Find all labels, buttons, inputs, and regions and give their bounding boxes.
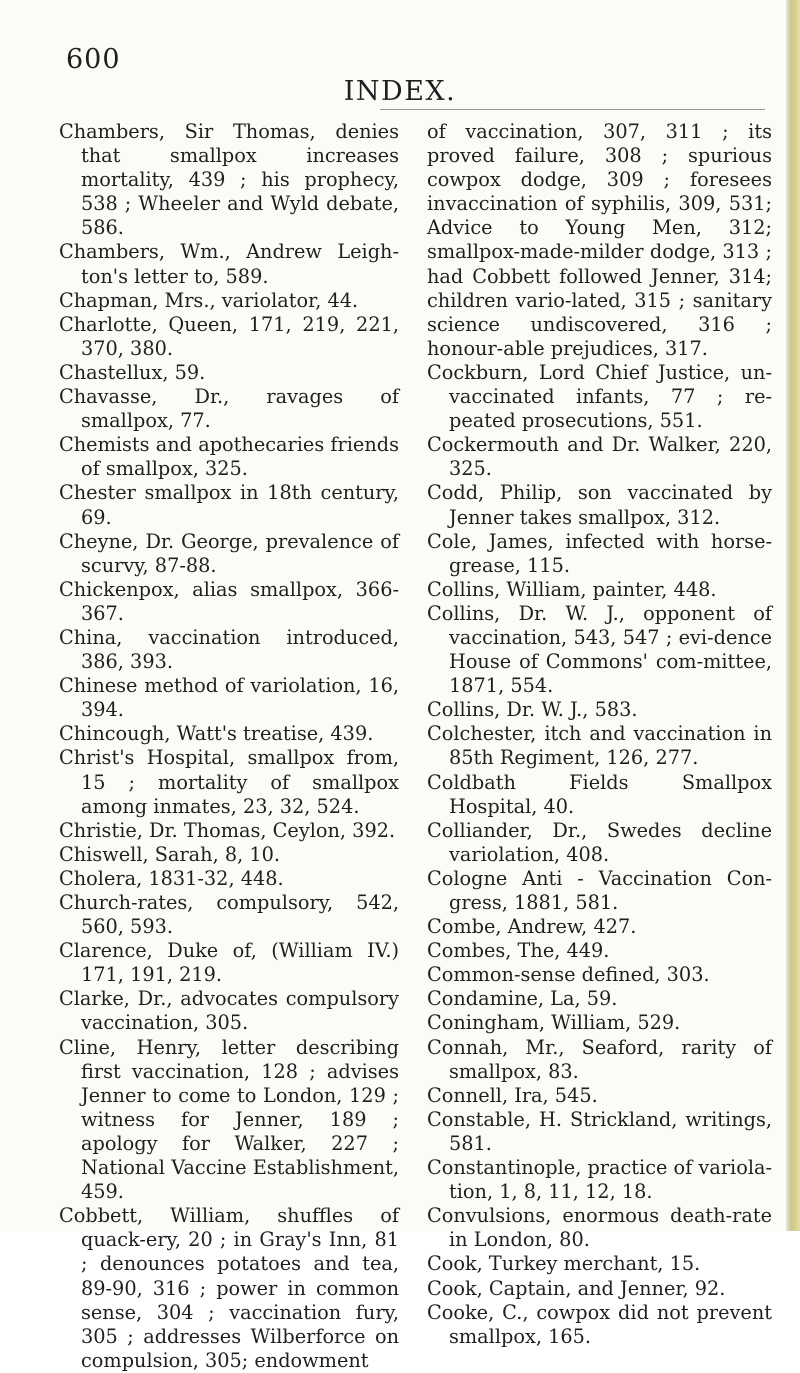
index-entry: Cook, Captain, and Jenner, 92. bbox=[427, 1276, 726, 1300]
index-entry: Collins, Dr. W. J., opponent of vaccination, 543, 547 ; evi-dence House of Commons' com-mittee, 1871, 554. bbox=[427, 601, 772, 698]
index-entry: Chincough, Watt's treatise, 439. bbox=[59, 722, 374, 746]
index-entry: Cholera, 1831-32, 448. bbox=[59, 866, 284, 890]
index-column-left bbox=[59, 120, 399, 1373]
index-column-right bbox=[427, 120, 772, 1349]
index-entry: Chastellux, 59. bbox=[59, 360, 206, 384]
index-entry: Condamine, La, 59. bbox=[427, 987, 618, 1011]
index-entry: Chester smallpox in 18th century, 69. bbox=[59, 481, 399, 529]
index-entry: Charlotte, Queen, 171, 219, 221, 370, 380. bbox=[59, 312, 399, 360]
index-entry: Constable, H. Strickland, writings, 581. bbox=[427, 1107, 772, 1155]
header-rule bbox=[380, 109, 765, 110]
index-entry: Cole, James, infected with horse-grease, 115. bbox=[427, 529, 772, 577]
index-entry: Chiswell, Sarah, 8, 10. bbox=[59, 842, 281, 866]
index-entry: Chavasse, Dr., ravages of smallpox, 77. bbox=[59, 385, 399, 433]
index-entry: Chinese method of variolation, 16, 394. bbox=[59, 674, 399, 722]
index-entry: Cologne Anti - Vaccination Con-gress, 1881, 581. bbox=[427, 866, 772, 914]
index-entry: Cook, Turkey merchant, 15. bbox=[427, 1252, 701, 1276]
index-entry: Convulsions, enormous death-rate in London, 80. bbox=[427, 1204, 772, 1252]
index-entry: Cheyne, Dr. George, prevalence of scurvy, 87-88. bbox=[59, 529, 399, 577]
index-entry: Constantinople, practice of variola-tion, 1, 8, 11, 12, 18. bbox=[427, 1156, 772, 1204]
index-entry: Colliander, Dr., Swedes decline variolation, 408. bbox=[427, 818, 772, 866]
index-entry: Connah, Mr., Seaford, rarity of smallpox, 83. bbox=[427, 1035, 772, 1083]
index-entry: Christ's Hospital, smallpox from, 15 ; mortality of smallpox among inmates, 23, 32, 524. bbox=[59, 746, 399, 818]
index-entry: Christie, Dr. Thomas, Ceylon, 392. bbox=[59, 818, 396, 842]
index-entry: Cooke, C., cowpox did not prevent smallpox, 165. bbox=[427, 1300, 772, 1348]
running-head: INDEX. bbox=[343, 76, 457, 107]
index-entry: Clarence, Duke of, (William IV.) 171, 191, 219. bbox=[59, 939, 399, 987]
page-number: 600 bbox=[66, 44, 121, 75]
index-entry: Connell, Ira, 545. bbox=[427, 1083, 598, 1107]
index-entry: Chapman, Mrs., variolator, 44. bbox=[59, 288, 359, 312]
index-entry: Combes, The, 449. bbox=[427, 939, 610, 963]
page-edge bbox=[786, 0, 800, 1231]
index-entry: Codd, Philip, son vaccinated by Jenner takes smallpox, 312. bbox=[427, 481, 772, 529]
index-entry: Clarke, Dr., advocates compulsory vaccination, 305. bbox=[59, 987, 399, 1035]
index-entry: Combe, Andrew, 427. bbox=[427, 915, 637, 939]
index-entry: Cline, Henry, letter describing first vaccination, 128 ; advises Jenner to come to London, 129 ; witness for Jenner, 189 ; apology for Walker, 227 ; National Vaccine Establishment, 459. bbox=[59, 1035, 399, 1204]
index-entry: Cockburn, Lord Chief Justice, un-vaccinated infants, 77 ; re-peated prosecutions, 551. bbox=[427, 360, 772, 433]
index-entry: Common-sense defined, 303. bbox=[427, 963, 710, 987]
index-entry: Chickenpox, alias smallpox, 366-367. bbox=[59, 577, 399, 625]
index-entry: Collins, Dr. W. J., 583. bbox=[427, 698, 638, 722]
index-entry: Coningham, William, 529. bbox=[427, 1011, 681, 1035]
index-entry: Cockermouth and Dr. Walker, 220, 325. bbox=[427, 433, 772, 481]
index-entry: Chambers, Wm., Andrew Leigh-ton's letter to, 589. bbox=[59, 240, 399, 288]
index-entry: Church-rates, compulsory, 542, 560, 593. bbox=[59, 891, 399, 939]
index-entry: China, vaccination introduced, 386, 393. bbox=[59, 625, 399, 674]
index-entry: of vaccination, 307, 311 ; its proved failure, 308 ; spurious cowpox dodge, 309 ; foresees invaccination of syphilis, 309, 531; Advice to Young Men, 312; smallpox-made-milder dodge, 313 ; had Cobbett followed Jenner, 314; children vario-lated, 315 ; sanitary science undiscovered, 316 ; honour-able prejudices, 317. bbox=[427, 120, 772, 360]
index-entry: Chemists and apothecaries friends of smallpox, 325. bbox=[59, 433, 399, 481]
index-entry: Coldbath Fields Smallpox Hospital, 40. bbox=[427, 770, 772, 818]
index-entry: Collins, William, painter, 448. bbox=[427, 577, 717, 601]
index-entry: Cobbett, William, shuffles of quack-ery, 20 ; in Gray's Inn, 81 ; denounces potatoes and tea, 89-90, 316 ; power in common sense, 304 ; vaccination fury, 305 ; addresses Wilberforce on compulsion, 305; endowment bbox=[59, 1204, 399, 1372]
index-entry: Chambers, Sir Thomas, denies that smallpox increases mortality, 439 ; his prophecy, 538 ; Wheeler and Wyld debate, 586. bbox=[59, 120, 399, 240]
index-entry: Colchester, itch and vaccination in 85th Regiment, 126, 277. bbox=[427, 722, 772, 770]
